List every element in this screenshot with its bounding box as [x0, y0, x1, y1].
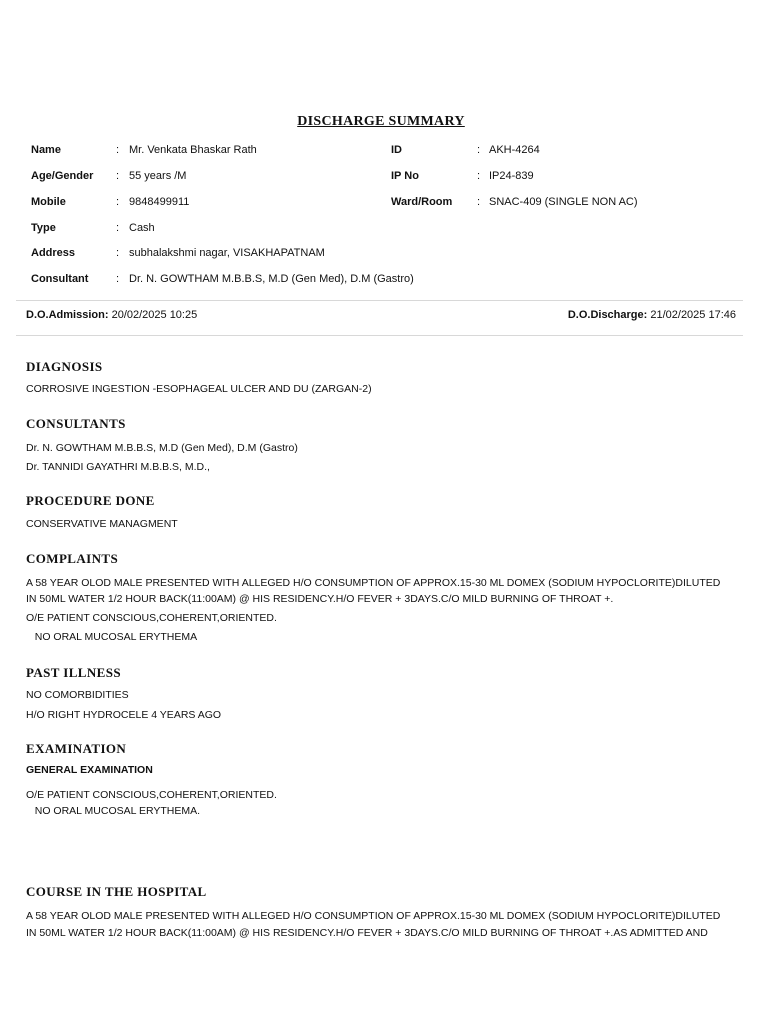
examination-subheading: GENERAL EXAMINATION: [26, 764, 153, 776]
complaints-line: A 58 YEAR OLOD MALE PRESENTED WITH ALLEGED H/O CONSUMPTION OF APPROX.15-30 ML DOMEX (SODIUM HYPOCLORITE)DILUTED: [26, 577, 721, 589]
colon: :: [116, 222, 120, 234]
complaints-line: O/E PATIENT CONSCIOUS,COHERENT,ORIENTED.: [26, 612, 277, 624]
consultants-heading: CONSULTANTS: [26, 416, 126, 431]
ip-label: IP No: [391, 170, 419, 182]
ward-label: Ward/Room: [391, 196, 453, 208]
consultant-line: Dr. N. GOWTHAM M.B.B.S, M.D (Gen Med), D.M (Gastro): [26, 442, 298, 454]
type-value: Cash: [129, 222, 155, 234]
procedure-heading: PROCEDURE DONE: [26, 493, 155, 508]
admission-value: 20/02/2025 10:25: [111, 309, 198, 321]
ip-value: IP24-839: [489, 170, 534, 182]
colon: :: [477, 170, 481, 182]
complaints-heading: COMPLAINTS: [26, 551, 119, 566]
past-illness-line: NO COMORBIDITIES: [26, 689, 129, 701]
admission-label: D.O.Admission:: [26, 309, 109, 321]
colon: :: [477, 196, 481, 208]
past-illness-heading: PAST ILLNESS: [26, 665, 122, 680]
complaints-line: IN 50ML WATER 1/2 HOUR BACK(11:00AM) @ HIS RESIDENCY.H/O FEVER + 3DAYS.C/O MILD BURNING OF THROAT +.: [26, 593, 614, 605]
colon: :: [116, 247, 120, 259]
colon: :: [116, 273, 120, 285]
colon: :: [116, 170, 120, 182]
examination-line: O/E PATIENT CONSCIOUS,COHERENT,ORIENTED.: [26, 789, 277, 801]
colon: :: [477, 144, 481, 156]
address-label: Address: [31, 247, 76, 259]
admission-date: [26, 309, 197, 321]
examination-heading: EXAMINATION: [26, 741, 127, 756]
mobile-value: 9848499911: [129, 196, 190, 208]
diagnosis-heading: DIAGNOSIS: [26, 359, 103, 374]
discharge-value: 21/02/2025 17:46: [650, 309, 736, 321]
discharge-date: [568, 309, 736, 321]
age-value: 55 years /M: [129, 170, 187, 182]
ward-value: SNAC-409 (SINGLE NON AC): [489, 196, 638, 208]
course-line: IN 50ML WATER 1/2 HOUR BACK(11:00AM) @ HIS RESIDENCY.H/O FEVER + 3DAYS.C/O MILD BURNING OF THROAT +.AS ADMITTED AND: [26, 927, 708, 939]
consultant-label: Consultant: [31, 273, 89, 285]
divider: [16, 300, 743, 301]
colon: :: [116, 144, 120, 156]
type-label: Type: [31, 222, 56, 234]
id-value: AKH-4264: [489, 144, 540, 156]
mobile-label: Mobile: [31, 196, 66, 208]
document-title: DISCHARGE SUMMARY: [297, 114, 465, 129]
consultant-value: Dr. N. GOWTHAM M.B.B.S, M.D (Gen Med), D.M (Gastro): [129, 273, 414, 285]
colon: :: [116, 196, 120, 208]
divider: [16, 335, 743, 336]
course-line: A 58 YEAR OLOD MALE PRESENTED WITH ALLEGED H/O CONSUMPTION OF APPROX.15-30 ML DOMEX (SODIUM HYPOCLORITE)DILUTED: [26, 910, 721, 922]
name-label: Name: [31, 144, 61, 156]
age-label: Age/Gender: [31, 170, 94, 182]
discharge-label: D.O.Discharge:: [567, 309, 648, 321]
examination-line: NO ORAL MUCOSAL ERYTHEMA.: [26, 805, 201, 817]
name-value: Mr. Venkata Bhaskar Rath: [129, 144, 257, 156]
id-label: ID: [391, 144, 402, 156]
complaints-line: NO ORAL MUCOSAL ERYTHEMA: [26, 631, 198, 643]
consultant-line: Dr. TANNIDI GAYATHRI M.B.B.S, M.D.,: [26, 461, 210, 473]
address-value: subhalakshmi nagar, VISAKHAPATNAM: [129, 247, 325, 259]
procedure-line: CONSERVATIVE MANAGMENT: [26, 518, 178, 530]
course-heading: COURSE IN THE HOSPITAL: [26, 884, 207, 899]
past-illness-line: H/O RIGHT HYDROCELE 4 YEARS AGO: [26, 709, 222, 721]
diagnosis-line: CORROSIVE INGESTION -ESOPHAGEAL ULCER AND DU (ZARGAN-2): [26, 383, 372, 395]
